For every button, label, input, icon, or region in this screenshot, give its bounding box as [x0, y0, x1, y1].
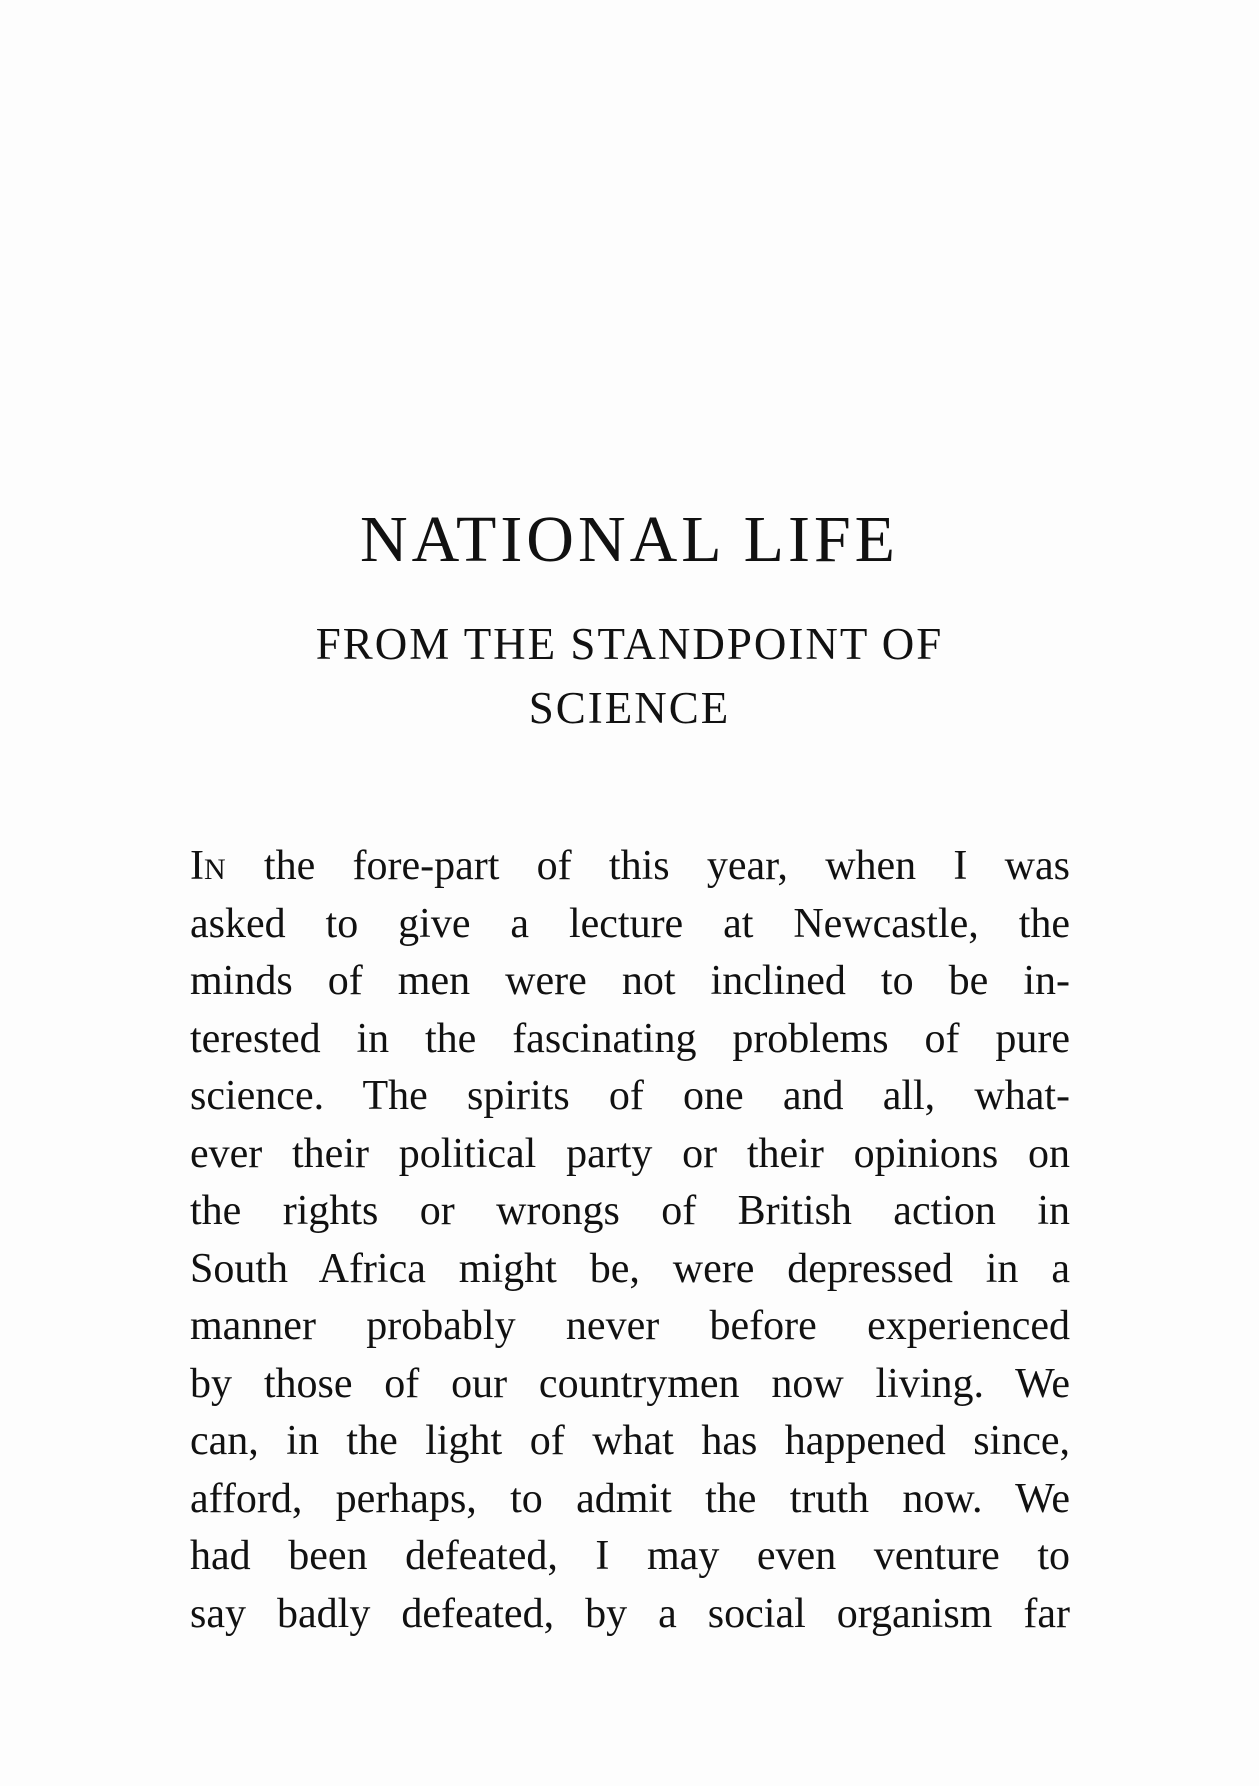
body-line: ever their political party or their opinions on — [190, 1130, 1070, 1177]
body-line: manner probably never before experienced — [190, 1303, 1070, 1349]
page-title: NATIONAL LIFE — [360, 503, 899, 576]
body-line: by those of our countrymen now living. We — [190, 1360, 1070, 1407]
subtitle-line-2: SCIENCE — [528, 683, 731, 733]
body-line: minds of men were not inclined to be in- — [190, 958, 1070, 1004]
body-line: asked to give a lecture at Newcastle, the — [190, 900, 1070, 947]
page-subtitle — [0, 612, 1259, 740]
drop-cap: I — [190, 843, 204, 889]
body-line: afford, perhaps, to admit the truth now. We — [190, 1475, 1070, 1522]
body-line: terested in the fascinating problems of pure — [190, 1015, 1070, 1062]
body-paragraph — [190, 838, 1070, 1643]
body-line: South Africa might be, were depressed in a — [190, 1245, 1070, 1292]
small-cap: N — [204, 853, 227, 886]
subtitle-line-1: FROM THE STANDPOINT OF — [315, 619, 944, 669]
body-line: had been defeated, I may even venture to — [190, 1533, 1070, 1579]
body-line — [190, 838, 1070, 896]
body-line-text: the fore-part of this year, when I was — [226, 843, 1070, 889]
body-line: say badly defeated, by a social organism far — [190, 1590, 1070, 1637]
body-line: can, in the light of what has happened since, — [190, 1418, 1070, 1464]
body-line: the rights or wrongs of British action in — [190, 1188, 1070, 1234]
body-line: science. The spirits of one and all, what- — [190, 1073, 1070, 1119]
